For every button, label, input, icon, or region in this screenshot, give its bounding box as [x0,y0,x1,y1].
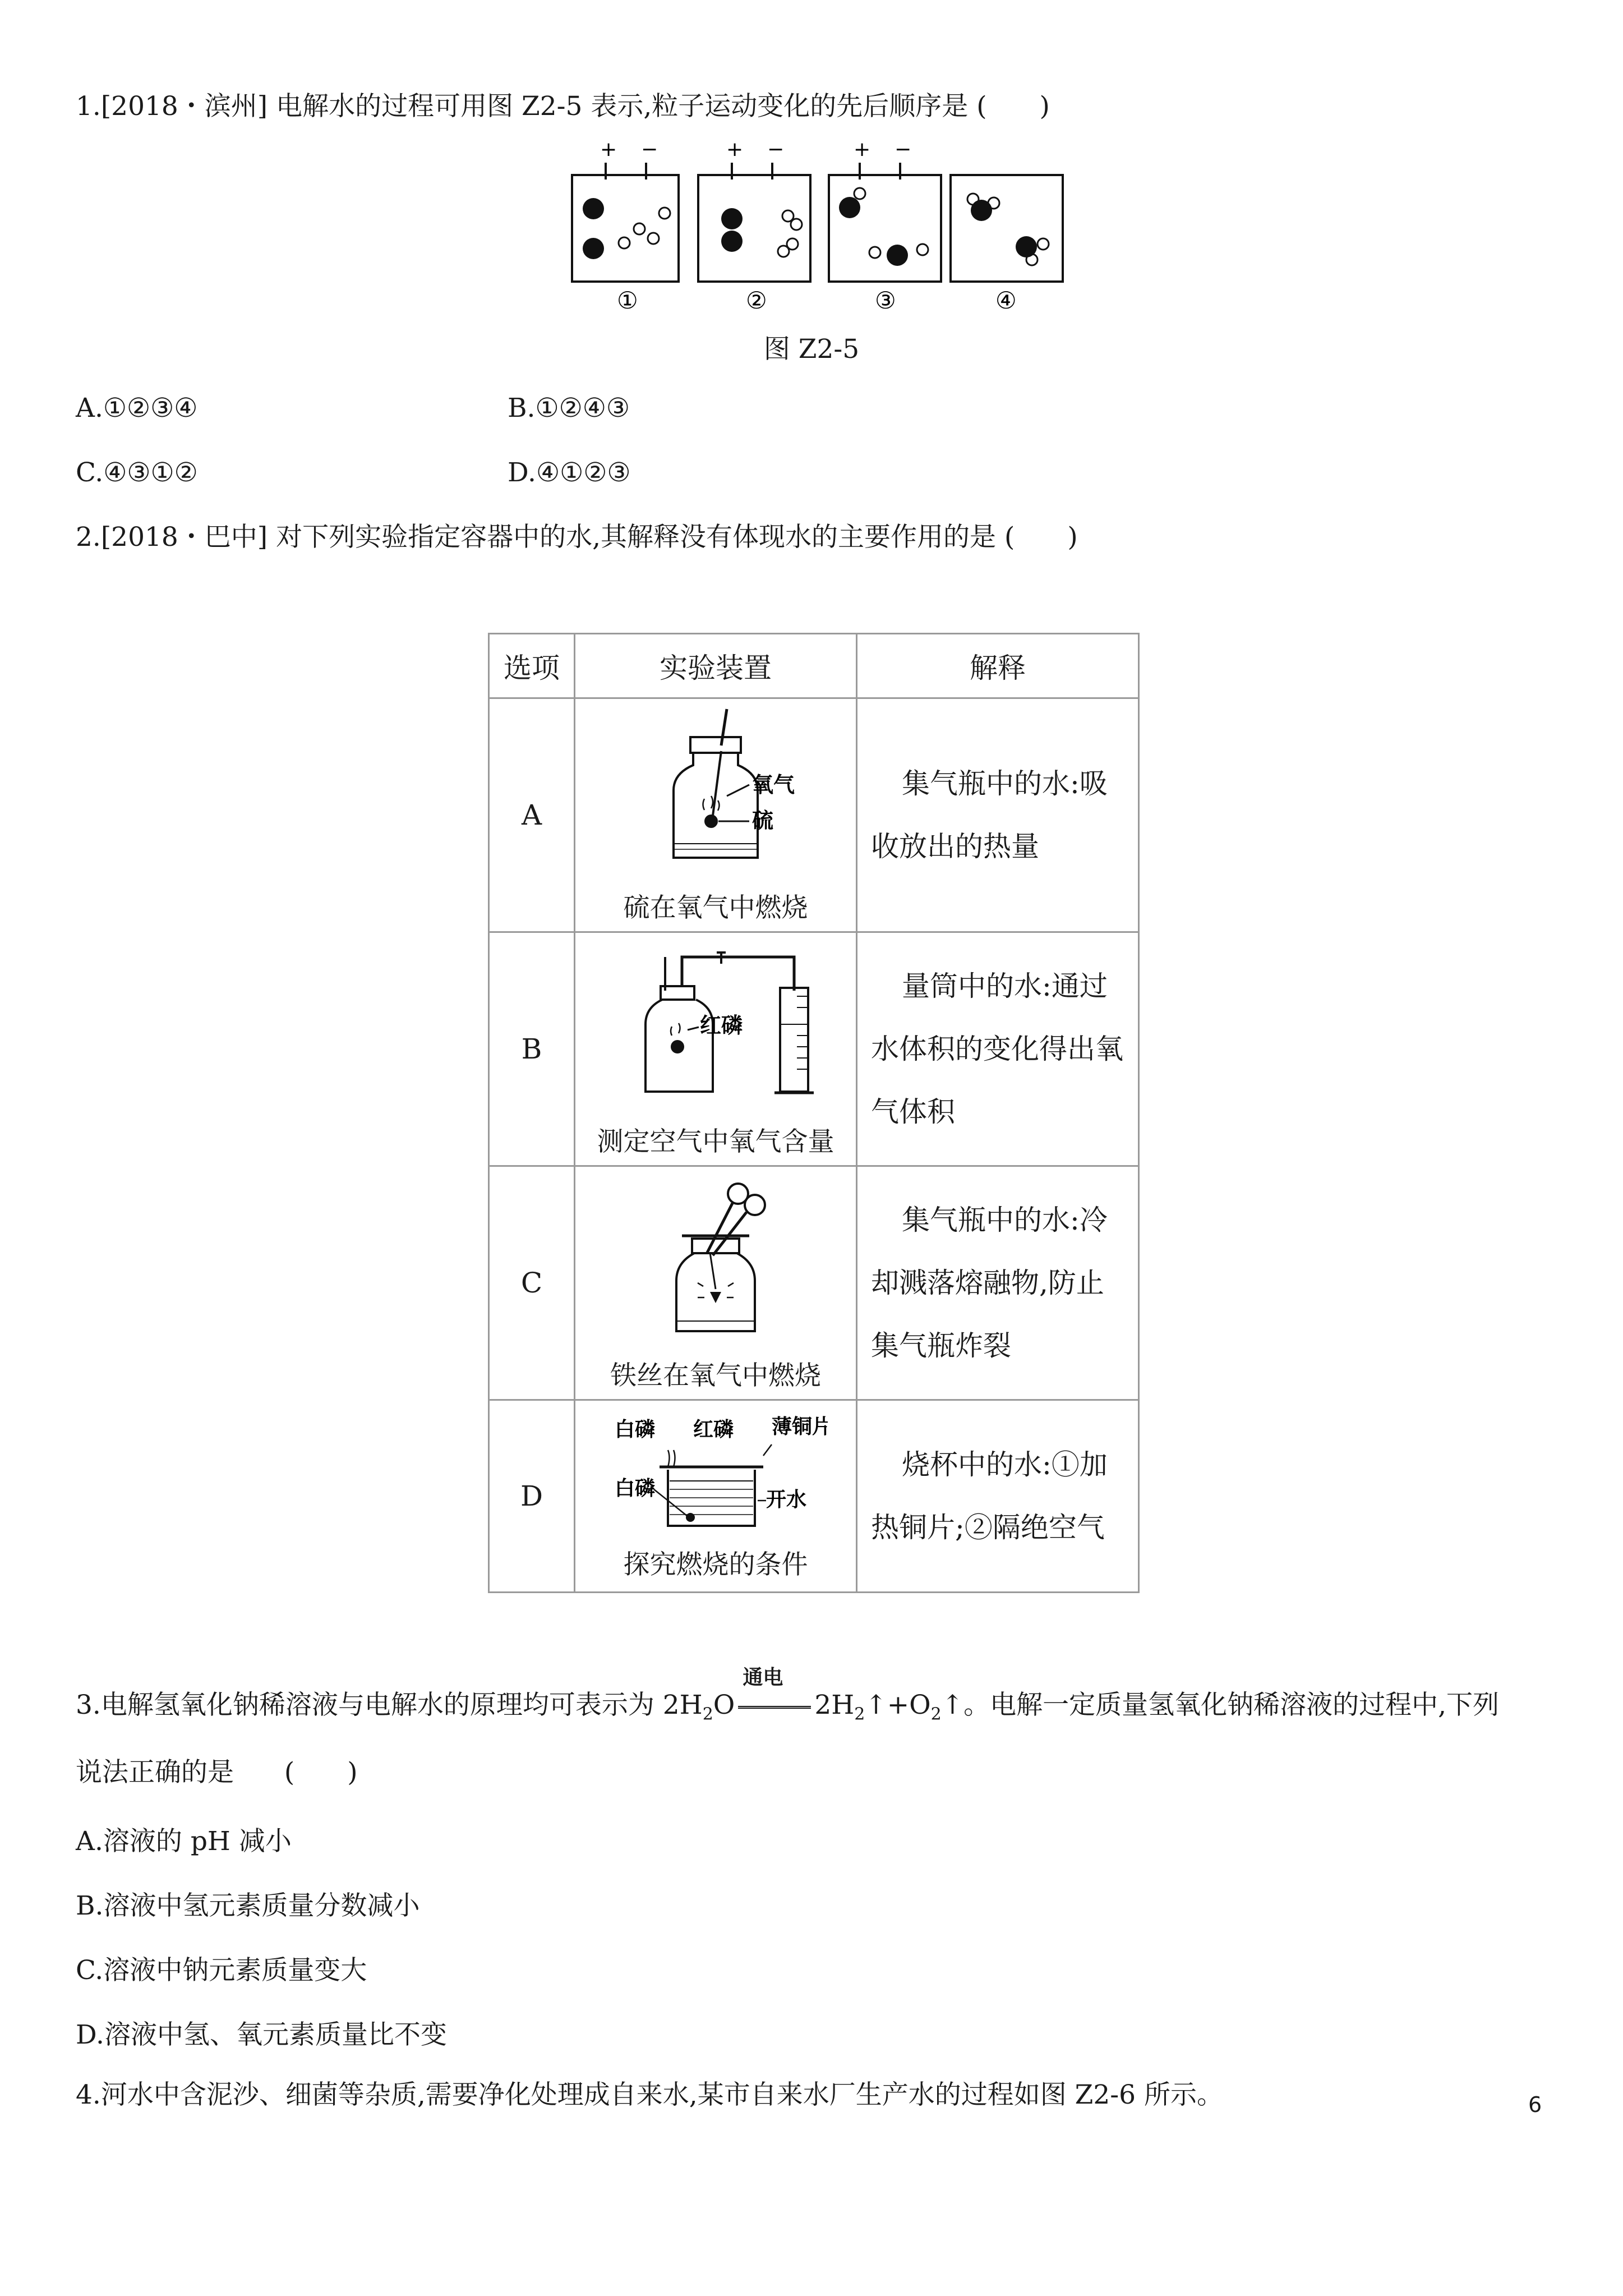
question-4 [76,2078,1223,2112]
table-row [489,1400,1139,1593]
header-explanation: 解释 [857,634,1139,698]
question-text: 对下列实验指定容器中的水,其解释没有体现水的主要作用的是 [276,522,997,553]
option-c: C.溶液中钠元素质量变大 [76,1955,367,1986]
label-sulfur: 硫 [752,808,774,833]
plus-sign: + [726,140,744,161]
question-source: [2018・巴中] [100,522,268,553]
question-1 [76,90,1050,123]
table-row [489,1166,1139,1400]
apparatus-cell [575,1166,857,1400]
combustion-conditions-diagram [603,1411,828,1531]
panel-3 [829,140,941,314]
experiment-table [488,633,1140,1593]
label-white-phosphorus-bottom: 白磷 [615,1477,656,1500]
question-text: 电解水的过程可用图 Z2-5 表示,粒子运动变化的先后顺序是 [276,91,969,122]
panel-2 [698,140,810,314]
answer-paren: ( ) [1004,522,1078,553]
row-option: C [489,1166,575,1400]
figure-z2-5 [561,140,1077,320]
label-white-phosphorus-top: 白磷 [615,1418,656,1441]
explanation-cell [857,1400,1139,1593]
explanation-cell [857,1166,1139,1400]
explanation-text: 集气瓶中的水:吸收放出的热量 [871,767,1108,863]
panel-label: ④ [995,287,1017,314]
row-option: D [489,1400,575,1593]
page-number: 6 [1528,2092,1542,2117]
answer-paren: ( ) [976,91,1050,122]
label-red-phosphorus: 红磷 [700,1013,743,1038]
explanation-cell [857,698,1139,932]
option-d: D.溶液中氢、氧元素质量比不变 [76,2019,447,2050]
question-text: 河水中含泥沙、细菌等杂质,需要净化处理成自来水,某市自来水厂生产水的过程如图 Z2-6 所示。 [100,2079,1223,2110]
minus-sign: − [641,140,658,161]
apparatus-caption: 铁丝在氧气中燃烧 [610,1360,821,1391]
explanation-text: 量筒中的水:通过水体积的变化得出氧气体积 [871,970,1123,1128]
explanation-text: 集气瓶中的水:冷却溅落熔融物,防止集气瓶炸裂 [871,1204,1108,1362]
option-c: C.④③①② [76,457,198,488]
option-a: A.溶液的 pH 减小 [76,1826,292,1857]
label-red-phosphorus: 红磷 [693,1418,734,1441]
apparatus-caption: 探究燃烧的条件 [623,1549,808,1580]
question-text-continued: 。电解一定质量氢氧化钠稀溶液的过程中,下列 [963,1690,1500,1720]
question-2 [76,521,1078,554]
panel-1 [572,140,679,314]
row-option: B [489,932,575,1166]
question-3: 3.电解氢氧化钠稀溶液与电解水的原理均可表示为 $2H_2O$ 通电 $2H_2↑+O_2↑$。电解一定质量氢氧化钠稀溶液的过程中,下列 [76,1665,1500,1724]
option-b: B.①②④③ [508,393,630,424]
question-source: [2018・滨州] [100,91,268,122]
label-oxygen: 氧气 [752,772,795,797]
apparatus-cell [575,932,857,1166]
question-text: 电解氢氧化钠稀溶液与电解水的原理均可表示为 2H [100,1690,703,1720]
apparatus-cell [575,1400,857,1593]
reaction-condition: 通电 [735,1688,814,1722]
apparatus-caption: 硫在氧气中燃烧 [623,892,808,923]
header-apparatus: 实验装置 [575,634,857,698]
table-header-row [489,634,1139,698]
iron-wire-combustion-diagram [631,1174,800,1342]
minus-sign: − [895,140,912,161]
row-option: A [489,698,575,932]
explanation-text: 烧杯中的水:①加热铜片;②隔绝空气 [871,1448,1108,1544]
header-option: 选项 [489,634,575,698]
label-copper-sheet: 薄铜片 [772,1415,828,1438]
plus-sign: + [600,140,617,161]
plus-sign: + [854,140,871,161]
label-boiling-water: 开水 [766,1488,807,1511]
oxygen-content-diagram [609,940,822,1108]
option-b: B.溶液中氢元素质量分数减小 [76,1890,420,1921]
minus-sign: − [767,140,785,161]
table-row [489,932,1139,1166]
panel-label: ① [617,287,638,314]
question-number: 2. [76,522,101,553]
question-number: 4. [76,2079,101,2110]
option-d: D.④①②③ [508,457,631,488]
apparatus-caption: 测定空气中氧气含量 [597,1126,834,1157]
explanation-cell [857,932,1139,1166]
answer-paren: ( ) [284,1757,358,1788]
option-a: A.①②③④ [76,393,198,424]
question-number: 1. [76,91,101,122]
question-number: 3. [76,1690,101,1720]
apparatus-cell [575,698,857,932]
figure-caption: 图 Z2-5 [763,334,860,365]
question-3-line-2: 说法正确的是 ( ) [76,1757,358,1788]
panel-label: ③ [875,287,896,314]
sulfur-combustion-diagram [615,706,817,875]
panel-4 [951,175,1063,314]
table-row [489,698,1139,932]
panel-label: ② [746,287,767,314]
